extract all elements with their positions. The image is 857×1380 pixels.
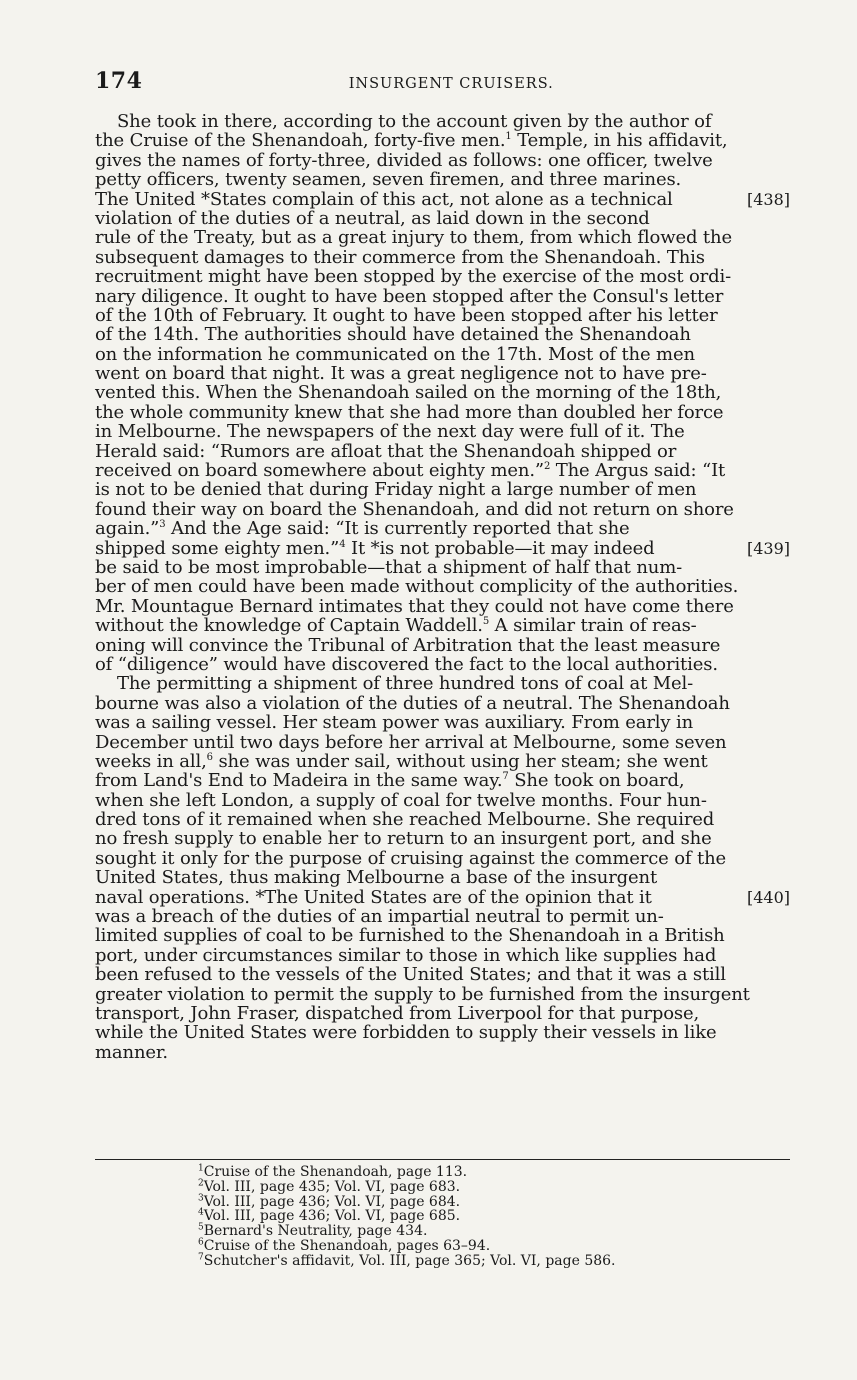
- line-text: December until two days before her arrival at Melbourne, some seven: [95, 731, 727, 753]
- text-line: [95, 228, 790, 247]
- text-line: [95, 733, 790, 752]
- text-line: [95, 519, 790, 538]
- line-text: greater violation to permit the supply to be furnished from the insurgent: [95, 983, 750, 1005]
- line-text: recruitment might have been stopped by the exercise of the most ordi-: [95, 266, 732, 288]
- text-line: [95, 345, 790, 364]
- text-line: [95, 267, 790, 286]
- text-line: [95, 849, 790, 868]
- text-line: [95, 1004, 790, 1023]
- text-line: [95, 636, 790, 655]
- footnote: $^3$Vol. III, page 436; Vol. VI, page 684.: [198, 1192, 461, 1210]
- line-text: on the information he communicated on the 17th. Most of the men: [95, 343, 695, 365]
- line-text: petty officers, twenty seamen, seven firemen, and three marines.: [95, 169, 682, 191]
- line-text: been refused to the vessels of the United States; and that it was a still: [95, 964, 726, 986]
- line-text: in Melbourne. The newspapers of the next day were full of it. The: [95, 421, 685, 443]
- line-text: received on board somewhere about eighty men.”$^2$ The Argus said: “It: [95, 460, 726, 482]
- line-text: weeks in all,$^6$ she was under sail, without using her steam; she went: [95, 750, 708, 772]
- line-text: be said to be most improbable—that a shipment of half that num-: [95, 556, 683, 578]
- line-text: is not to be denied that during Friday night a large number of men: [95, 479, 697, 501]
- line-text: Mr. Mountague Bernard intimates that they could not have come there: [95, 595, 734, 617]
- body-text: [95, 112, 790, 1062]
- text-line: [95, 190, 790, 209]
- text-line: [95, 558, 790, 577]
- text-line: [95, 791, 790, 810]
- text-line: [95, 597, 790, 616]
- line-text: shipped some eighty men.”$^4$ It *is not probable—it may indeed: [95, 537, 655, 559]
- line-text: no fresh supply to enable her to return to an insurgent port, and she: [95, 828, 712, 850]
- text-line: [95, 810, 790, 829]
- text-line: [95, 888, 790, 907]
- line-text: The permitting a shipment of three hundred tons of coal at Mel-: [117, 673, 694, 695]
- page: [95, 68, 790, 1062]
- text-line: [95, 248, 790, 267]
- text-line: [95, 771, 790, 790]
- line-text: violation of the duties of a neutral, as laid down in the second: [95, 207, 650, 229]
- line-text: United States, thus making Melbourne a base of the insurgent: [95, 867, 658, 889]
- text-line: [95, 442, 790, 461]
- line-text: Herald said: “Rumors are afloat that the Shenandoah shipped or: [95, 440, 677, 462]
- text-line: [95, 713, 790, 732]
- line-text: of “diligence” would have discovered the fact to the local authorities.: [95, 653, 718, 675]
- page-header: [95, 68, 790, 112]
- line-text: naval operations. *The United States are of the opinion that it: [95, 886, 652, 908]
- line-text: limited supplies of coal to be furnished to the Shenandoah in a British: [95, 925, 725, 947]
- page-number: 174: [95, 68, 143, 94]
- text-line: [95, 170, 790, 189]
- line-text: was a breach of the duties of an impartial neutral to permit un-: [95, 906, 664, 928]
- footnotes: [198, 1165, 718, 1269]
- text-line: [95, 985, 790, 1004]
- footnote: $^5$Bernard's Neutrality, page 434.: [198, 1222, 428, 1240]
- text-line: [95, 422, 790, 441]
- footnote-ref: 5: [482, 616, 490, 628]
- footnote: $^6$Cruise of the Shenandoah, pages 63–94.: [198, 1237, 491, 1254]
- line-text: went on board that night. It was a great negligence not to have pre-: [95, 363, 707, 385]
- line-text: nary diligence. It ought to have been stopped after the Consul's letter: [95, 285, 724, 307]
- text-line: [95, 907, 790, 926]
- footnote-ref: 7: [502, 771, 509, 783]
- text-line: [95, 306, 790, 325]
- line-text: while the United States were forbidden to supply their vessels in like: [95, 1022, 717, 1044]
- line-text: of the 10th of February. It ought to have been stopped after his letter: [95, 304, 718, 326]
- line-text: ber of men could have been made without complicity of the authorities.: [95, 576, 739, 598]
- line-text: again.”$^3$ And the Age said: “It is currently reported that she: [95, 518, 630, 540]
- text-line: [95, 325, 790, 344]
- text-line: [95, 1023, 790, 1042]
- text-line: [95, 461, 790, 480]
- marginal-page-ref: [440]: [746, 887, 790, 907]
- line-text: found their way on board the Shenandoah, and did not return on shore: [95, 498, 734, 520]
- line-text: manner.: [95, 1041, 168, 1063]
- footnote-ref: 3: [159, 519, 166, 531]
- line-text: vented this. When the Shenandoah sailed on the morning of the 18th,: [95, 382, 722, 404]
- marginal-page-ref: [438]: [746, 189, 790, 209]
- text-line: [95, 965, 790, 984]
- text-line: [95, 539, 790, 558]
- footnote: $^2$Vol. III, page 435; Vol. VI, page 683.: [198, 1178, 461, 1195]
- line-text: oning will convince the Tribunal of Arbitration that the least measure: [95, 634, 721, 656]
- text-line: [95, 480, 790, 499]
- line-text: The United *States complain of this act, not alone as a technical: [95, 188, 673, 210]
- text-line: [95, 674, 790, 693]
- text-line: [95, 868, 790, 887]
- line-text: without the knowledge of Captain Waddell.$^5$ A similar train of reas-: [95, 615, 697, 637]
- text-line: [95, 752, 790, 771]
- footnote-ref: 4: [339, 538, 346, 550]
- text-line: [95, 209, 790, 228]
- line-text: the Cruise of the Shenandoah, forty-five men.$^1$ Temple, in his affidavit,: [95, 130, 728, 152]
- line-text: the whole community knew that she had more than doubled her force: [95, 401, 724, 423]
- line-text: transport, John Fraser, dispatched from Liverpool for that purpose,: [95, 1002, 700, 1024]
- line-text: from Land's End to Madeira in the same way.$^7$ She took on board,: [95, 770, 685, 792]
- line-text: subsequent damages to their commerce from the Shenandoah. This: [95, 246, 705, 268]
- footnote-rule: [95, 1159, 790, 1160]
- line-text: bourne was also a violation of the duties of a neutral. The Shenandoah: [95, 692, 730, 714]
- line-text: when she left London, a supply of coal for twelve months. Four hun-: [95, 789, 707, 811]
- text-line: [95, 616, 790, 635]
- line-text: of the 14th. The authorities should have detained the Shenandoah: [95, 324, 691, 346]
- marginal-page-ref: [439]: [746, 538, 790, 558]
- text-line: [95, 112, 790, 131]
- footnote-ref: 6: [206, 751, 213, 763]
- line-text: sought it only for the purpose of cruising against the commerce of the: [95, 847, 727, 869]
- text-line: [95, 946, 790, 965]
- line-text: She took in there, according to the account given by the author of: [117, 111, 712, 132]
- text-line: [95, 829, 790, 848]
- footnote: $^1$Cruise of the Shenandoah, page 113.: [198, 1163, 468, 1180]
- footnote-ref: 2: [543, 461, 551, 473]
- text-line: [95, 131, 790, 150]
- text-line: [95, 151, 790, 170]
- line-text: port, under circumstances similar to those in which like supplies had: [95, 944, 717, 966]
- line-text: gives the names of forty-three, divided as follows: one officer, twelve: [95, 149, 713, 171]
- text-line: [95, 403, 790, 422]
- text-line: [95, 364, 790, 383]
- text-line: [95, 500, 790, 519]
- line-text: rule of the Treaty, but as a great injury to them, from which flowed the: [95, 227, 732, 249]
- footnote: $^7$Schutcher's affidavit, Vol. III, page 365; Vol. VI, page 586.: [198, 1252, 616, 1269]
- running-head: INSURGENT CRUISERS.: [348, 76, 554, 92]
- text-line: [95, 694, 790, 713]
- text-line: [95, 1043, 790, 1062]
- text-line: [95, 655, 790, 674]
- line-text: dred tons of it remained when she reached Melbourne. She required: [95, 809, 715, 831]
- line-text: was a sailing vessel. Her steam power was auxiliary. From early in: [95, 712, 694, 734]
- text-line: [95, 383, 790, 402]
- text-line: [95, 287, 790, 306]
- text-line: [95, 577, 790, 596]
- footnote-ref: 1: [505, 131, 512, 143]
- footnote: $^4$Vol. III, page 436; Vol. VI, page 685.: [198, 1207, 461, 1225]
- text-line: [95, 926, 790, 945]
